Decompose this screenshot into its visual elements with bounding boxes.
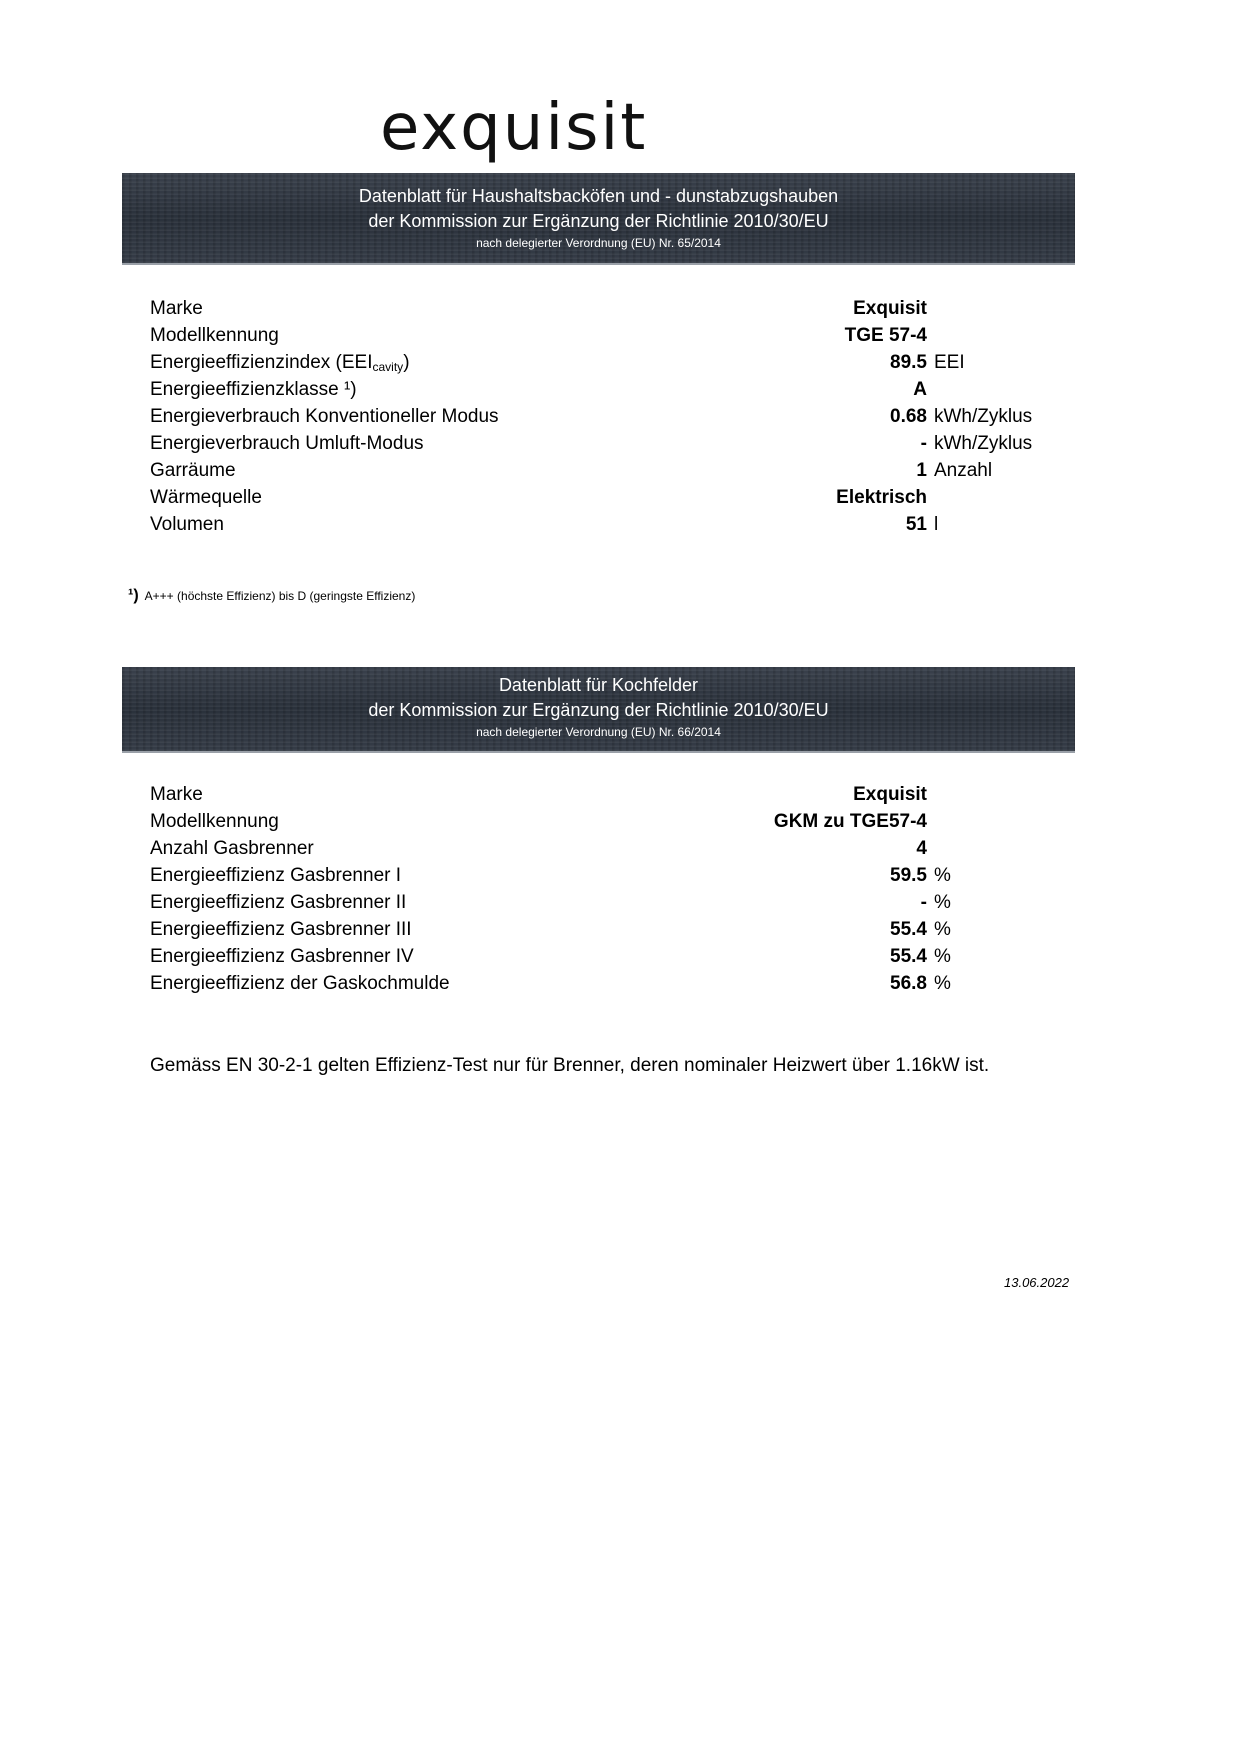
oven-row-consumption-fan <box>150 430 1050 457</box>
oven-subtitle: der Kommission zur Ergänzung der Richtlinie 2010/30/EU <box>368 211 829 231</box>
oven-row-cavities <box>150 457 1050 484</box>
row-value: - <box>920 433 927 454</box>
oven-row-class <box>150 376 1050 403</box>
row-value: 56.8 <box>890 973 927 994</box>
row-unit: % <box>934 973 951 994</box>
oven-row-consumption-conventional <box>150 403 1050 430</box>
brand-logo: exquisit <box>380 91 648 165</box>
row-unit: kWh/Zyklus <box>934 406 1033 427</box>
oven-datasheet-banner <box>122 173 1075 265</box>
hob-row-burner-count <box>150 835 1050 862</box>
row-value: 55.4 <box>890 946 927 967</box>
hob-row-burner-3 <box>150 916 1050 943</box>
row-value: 55.4 <box>890 919 927 940</box>
oven-regulation: nach delegierter Verordnung (EU) Nr. 65/2014 <box>476 236 721 250</box>
row-label-end: ) <box>403 352 410 373</box>
hob-row-total <box>150 970 1050 997</box>
footnote <box>128 587 415 605</box>
row-unit: EEI <box>934 352 965 373</box>
row-label: Anzahl Gasbrenner <box>150 838 314 859</box>
row-label-main: Energieeffizienzindex (EEI <box>150 352 373 373</box>
hob-row-burner-4 <box>150 943 1050 970</box>
hob-title: Datenblatt für Kochfelder <box>498 675 699 695</box>
row-value: Exquisit <box>853 298 927 319</box>
hob-row-burner-1 <box>150 862 1050 889</box>
row-value: TGE 57-4 <box>844 325 927 346</box>
row-label: Energieverbrauch Konventioneller Modus <box>150 406 499 427</box>
row-unit: % <box>934 865 951 886</box>
row-label: Energieeffizienzklasse ¹) <box>150 379 357 400</box>
row-unit: kWh/Zyklus <box>934 433 1033 454</box>
oven-row-heat-source <box>150 484 1050 511</box>
row-value: 59.5 <box>890 865 927 886</box>
row-label: Volumen <box>150 514 224 535</box>
oven-row-volume <box>150 511 1050 538</box>
row-value: Exquisit <box>853 784 927 805</box>
document-date: 13.06.2022 <box>1004 1275 1070 1290</box>
row-label: Modellkennung <box>150 325 279 346</box>
row-label: Energieeffizienz Gasbrenner III <box>150 919 412 940</box>
row-value: A <box>913 379 927 400</box>
row-value: 51 <box>905 514 927 535</box>
row-value: 0.68 <box>890 406 927 427</box>
row-label: Energieeffizienz Gasbrenner II <box>150 892 407 913</box>
hob-datasheet-banner <box>122 667 1075 753</box>
row-label <box>150 349 410 376</box>
row-label-subscript: cavity <box>372 360 404 374</box>
row-label: Wärmequelle <box>150 487 262 508</box>
row-label: Energieeffizienz der Gaskochmulde <box>150 973 450 994</box>
row-label: Modellkennung <box>150 811 279 832</box>
row-value: 1 <box>916 460 927 481</box>
hob-subtitle: der Kommission zur Ergänzung der Richtlinie 2010/30/EU <box>368 700 829 720</box>
row-value: 89.5 <box>890 352 927 373</box>
row-value: - <box>920 892 927 913</box>
hob-row-model <box>150 808 1050 835</box>
row-label: Marke <box>150 784 203 805</box>
footnote-mark: ¹) <box>128 587 139 604</box>
footnote-text: A+++ (höchste Effizienz) bis D (geringste Effizienz) <box>144 589 416 603</box>
row-label: Marke <box>150 298 203 319</box>
row-value: 4 <box>916 838 927 859</box>
row-value: GKM zu TGE57-4 <box>773 811 927 832</box>
oven-row-model <box>150 322 1050 349</box>
row-label: Energieeffizienz Gasbrenner IV <box>150 946 414 967</box>
hob-row-brand <box>150 781 1050 808</box>
hob-row-burner-2 <box>150 889 1050 916</box>
oven-title: Datenblatt für Haushaltsbacköfen und - dunstabzugshauben <box>358 186 839 206</box>
efficiency-note: Gemäss EN 30-2-1 gelten Effizienz-Test nur für Brenner, deren nominaler Heizwert über 1.16kW ist. <box>150 1055 990 1076</box>
row-unit: Anzahl <box>934 460 993 481</box>
row-unit: l <box>934 514 939 535</box>
hob-regulation: nach delegierter Verordnung (EU) Nr. 66/2014 <box>476 725 721 739</box>
row-value: Elektrisch <box>836 487 927 508</box>
row-label: Energieeffizienz Gasbrenner I <box>150 865 402 886</box>
row-label: Garräume <box>150 460 236 481</box>
oven-row-eei <box>150 349 1050 376</box>
row-unit: % <box>934 946 951 967</box>
row-unit: % <box>934 919 951 940</box>
row-label: Energieverbrauch Umluft-Modus <box>150 433 424 454</box>
oven-row-brand <box>150 295 1050 322</box>
row-unit: % <box>934 892 951 913</box>
